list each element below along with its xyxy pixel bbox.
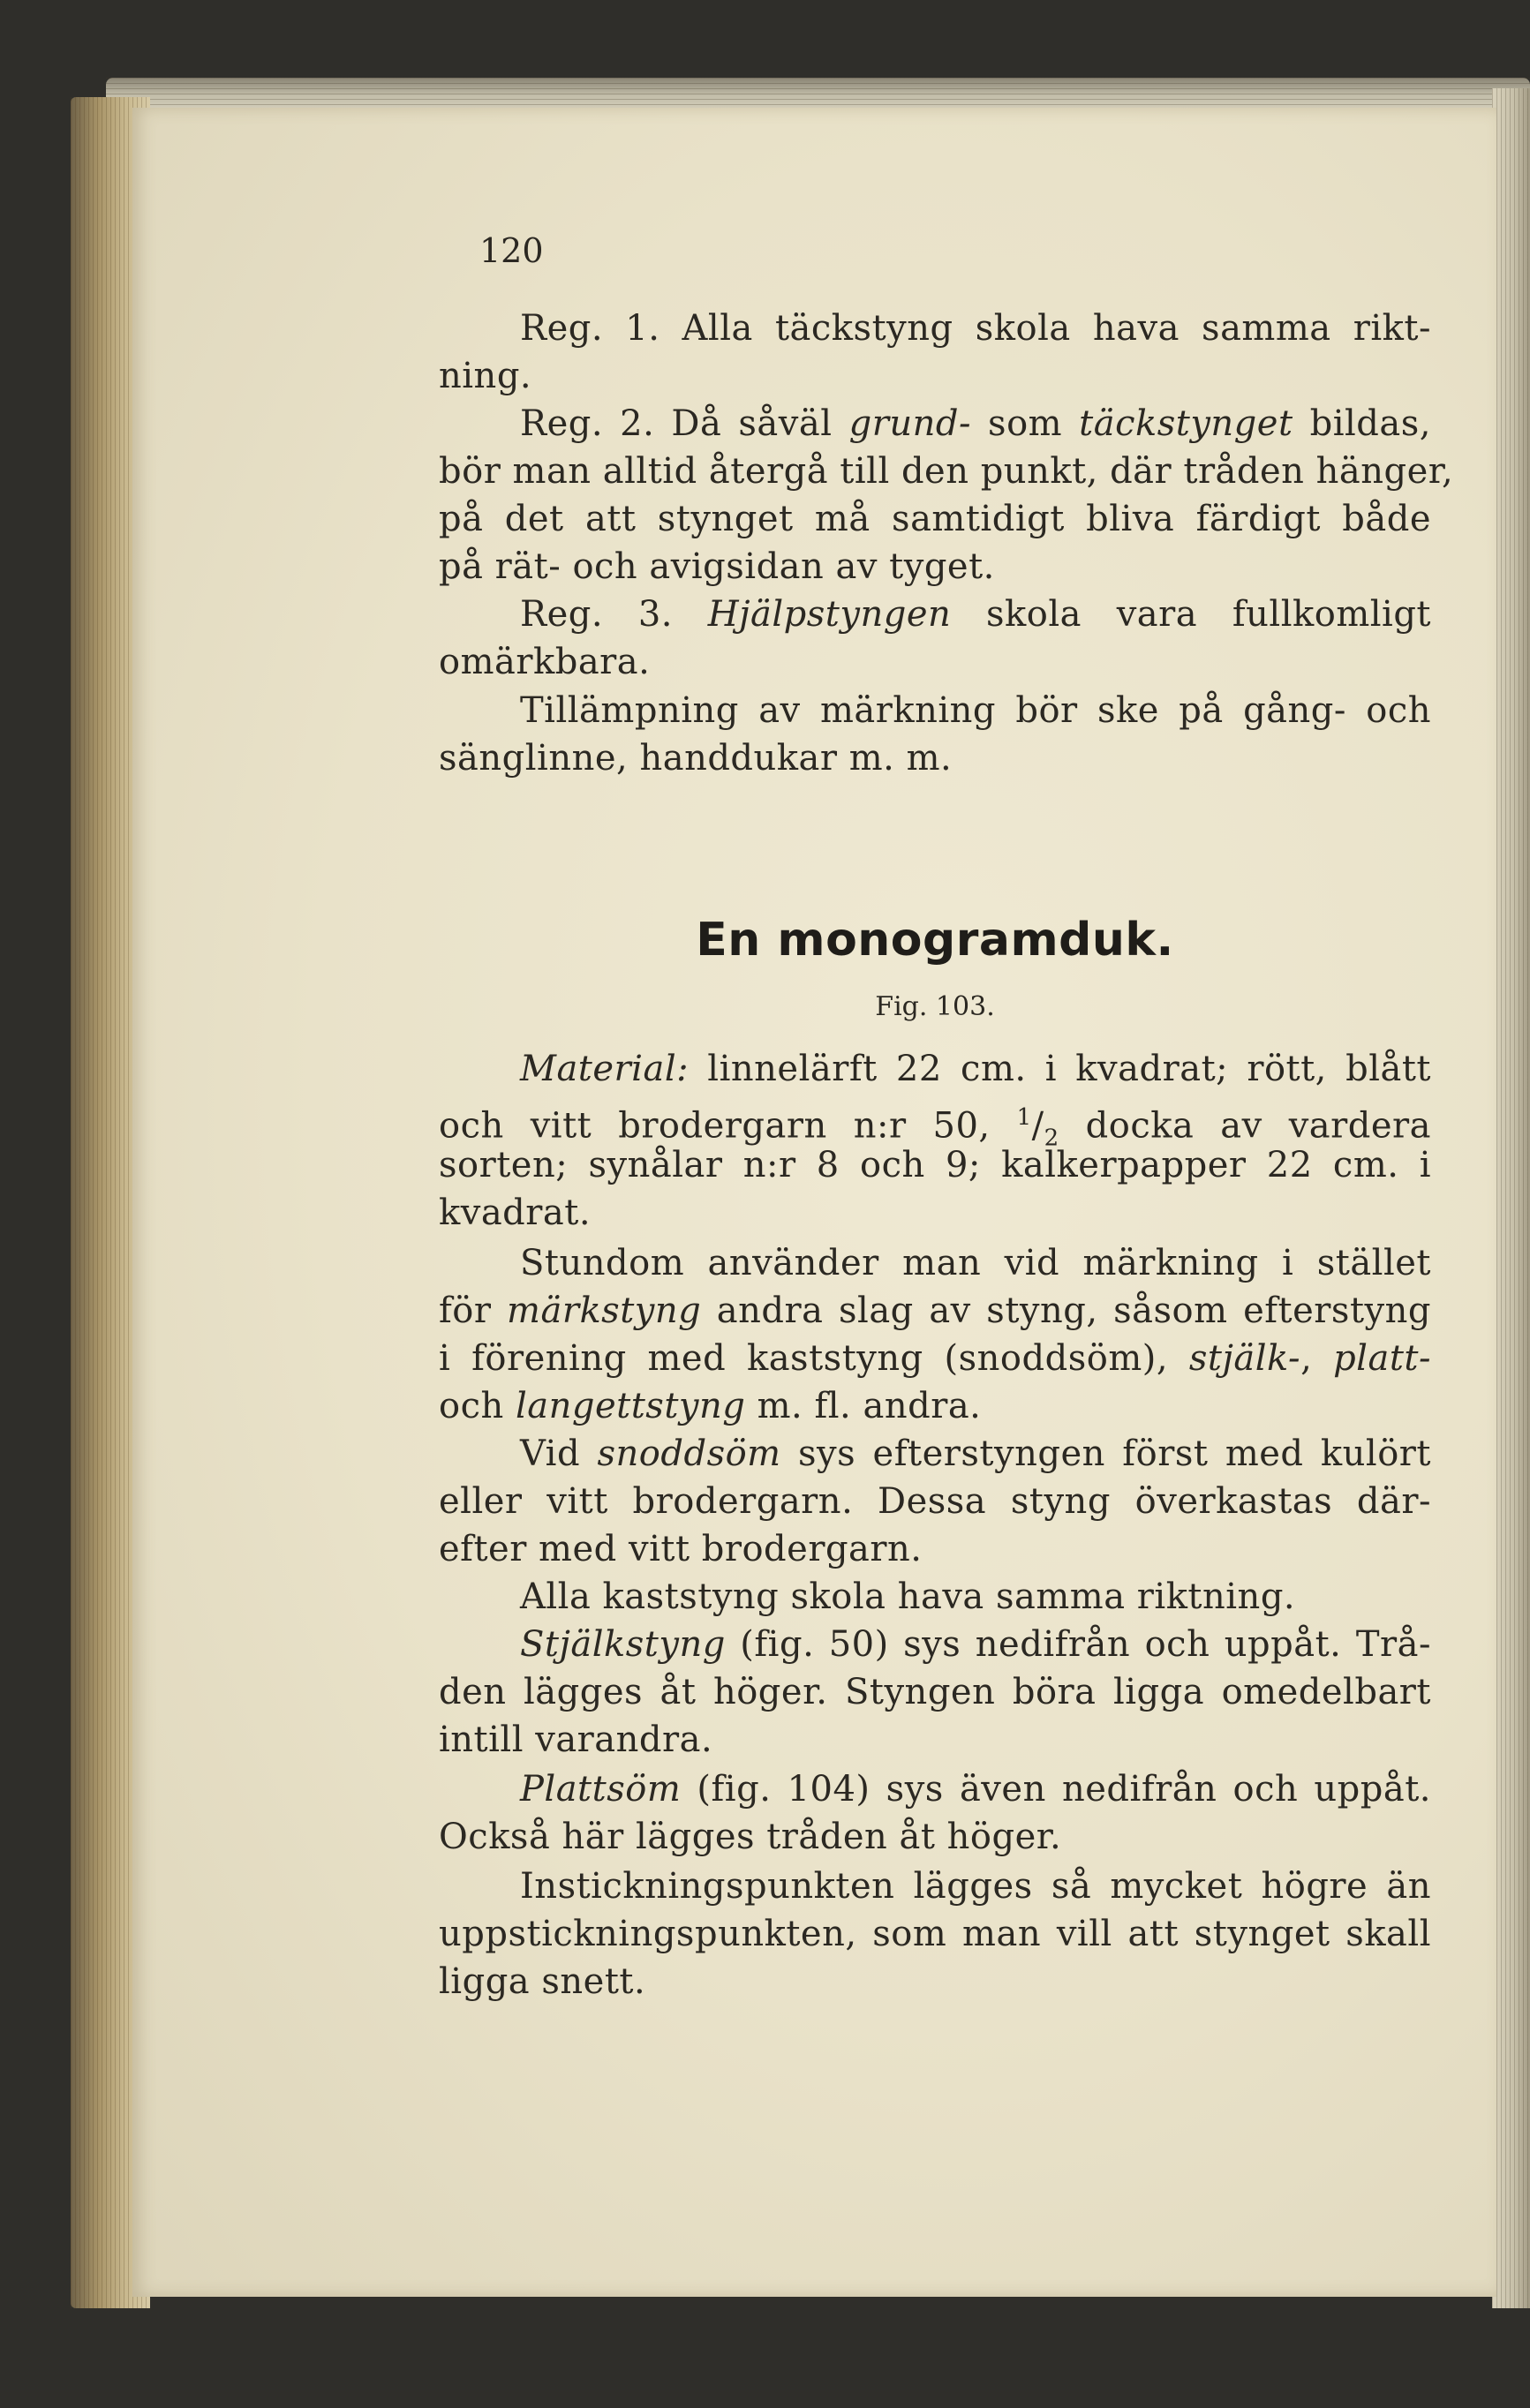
text-line: och vitt brodergarn n:r 50, $^1/_2$ docka av vardera <box>439 1104 1432 1152</box>
text-line: på rät- och avigsidan av tyget. <box>439 546 995 587</box>
text-line: Stundom använder man vid märkning i stället <box>520 1243 1431 1283</box>
text-line: Reg. 2. Då såväl grund- som täckstynget bildas, <box>520 403 1431 444</box>
text-line: i förening med kaststyng (snoddsöm), stjälk-, platt- <box>439 1338 1431 1379</box>
text-line: Instickningspunkten lägges så mycket högre än <box>520 1866 1431 1907</box>
text-line: omärkbara. <box>439 642 651 682</box>
text-line: intill varandra. <box>439 1719 713 1760</box>
text-line: Också här lägges tråden åt höger. <box>439 1817 1062 1857</box>
text-line: den lägges åt höger. Styngen böra ligga omedelbart <box>439 1672 1431 1712</box>
book-right-edge <box>1492 88 1530 2308</box>
text-line: på det att stynget må samtidigt bliva färdigt både <box>439 499 1431 539</box>
text-line: sänglinne, handdukar m. m. <box>439 738 953 779</box>
text-line: Reg. 1. Alla täckstyng skola hava samma rikt- <box>520 308 1431 349</box>
text-line: kvadrat. <box>439 1193 592 1233</box>
text-line: Alla kaststyng skola hava samma riktning. <box>520 1576 1296 1617</box>
text-line: Material: linnelärft 22 cm. i kvadrat; rött, blått <box>520 1049 1431 1089</box>
text-line: eller vitt brodergarn. Dessa styng överkastas där- <box>439 1481 1431 1522</box>
figure-label: Fig. 103. <box>875 991 995 1022</box>
text-line: och langettstyng m. fl. andra. <box>439 1386 982 1426</box>
text-line: efter med vitt brodergarn. <box>439 1529 923 1569</box>
text-line: sorten; synålar n:r 8 och 9; kalkerpapper 22 cm. i <box>439 1145 1431 1185</box>
text-line: för märkstyng andra slag av styng, såsom efterstyng <box>439 1291 1431 1331</box>
section-heading: En monogramduk. <box>696 914 1174 967</box>
text-line: Vid snoddsöm sys efterstyngen först med kulört <box>520 1434 1431 1474</box>
text-line: uppstickningspunkten, som man vill att stynget skall <box>439 1914 1431 1954</box>
text-line: ligga snett. <box>439 1961 646 2002</box>
text-line: Reg. 3. Hjälpstyngen skola vara fullkomligt <box>520 594 1432 635</box>
text-line: Stjälkstyng (fig. 50) sys nedifrån och uppåt. Trå- <box>520 1624 1431 1665</box>
text-line: bör man alltid återgå till den punkt, där tråden hänger, <box>439 451 1454 492</box>
text-line: Plattsöm (fig. 104) sys även nedifrån och uppåt. <box>520 1769 1431 1810</box>
text-line: Tillämpning av märkning bör ske på gång- och <box>520 690 1431 731</box>
text-line: ning. <box>439 356 532 396</box>
page-number: 120 <box>479 231 544 270</box>
